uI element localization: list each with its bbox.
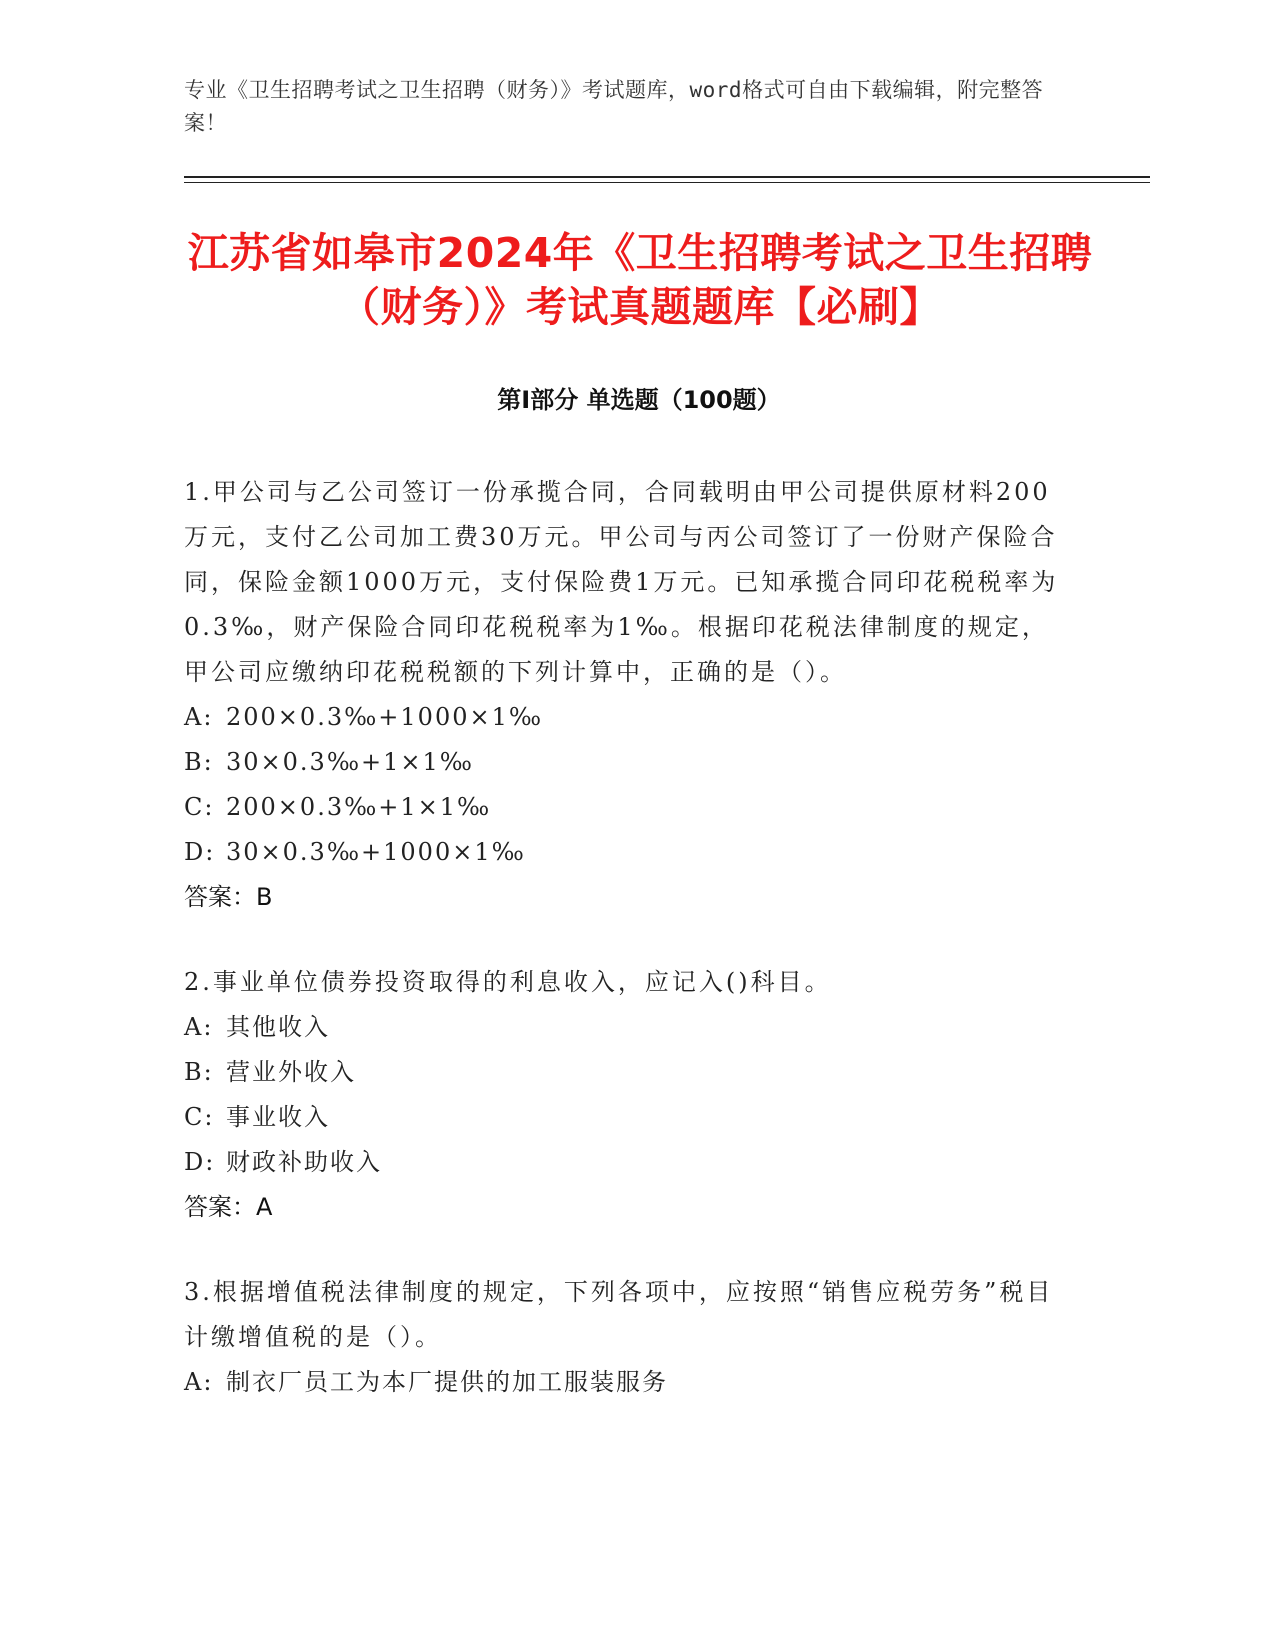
option-b xyxy=(184,740,1064,785)
option-letter: A: xyxy=(184,1013,214,1041)
question-stem: 2.事业单位债券投资取得的利息收入，应记入()科目。 xyxy=(184,968,832,996)
option-text: 事业收入 xyxy=(226,1103,330,1131)
option-a xyxy=(184,1005,1064,1050)
option-a xyxy=(184,695,1064,740)
option-letter: D: xyxy=(184,838,216,866)
option-d xyxy=(184,830,1064,875)
header-divider-thin xyxy=(184,182,1150,183)
option-letter: B: xyxy=(184,748,214,776)
option-letter: A: xyxy=(184,1368,214,1396)
option-letter: C: xyxy=(184,1103,215,1131)
question-1 xyxy=(184,470,1064,920)
document-title: 江苏省如皋市2024年《卫生招聘考试之卫生招聘（财务）》考试真题题库【必刷】 xyxy=(187,229,1093,331)
option-letter: D: xyxy=(184,1148,216,1176)
option-text: 制衣厂员工为本厂提供的加工服装服务 xyxy=(226,1368,668,1396)
question-2 xyxy=(184,960,1064,1230)
answer: 答案：A xyxy=(184,1193,273,1221)
option-letter: C: xyxy=(184,793,215,821)
header-note: 专业《卫生招聘考试之卫生招聘（财务）》考试题库，word格式可自由下载编辑，附完整答案！ xyxy=(184,78,1044,135)
section-heading: 第Ⅰ部分 单选题（100题） xyxy=(497,386,781,414)
answer: 答案：B xyxy=(184,883,273,911)
option-letter: B: xyxy=(184,1058,214,1086)
option-text: 营业外收入 xyxy=(226,1058,356,1086)
option-text: 200×0.3‰+1×1‰ xyxy=(226,793,492,821)
option-text: 其他收入 xyxy=(226,1013,330,1041)
option-letter: A: xyxy=(184,703,214,731)
option-text: 财政补助收入 xyxy=(226,1148,382,1176)
question-stem: 1.甲公司与乙公司签订一份承揽合同，合同载明由甲公司提供原材料200万元，支付乙公司加工费30万元。甲公司与丙公司签订了一份财产保险合同，保险金额1000万元，支付保险费1万元。已知承揽合同印花税税率为0.3‰，财产保险合同印花税税率为1‰。根据印花税法律制度的规定，甲公司应缴纳印花税税额的下列计算中，正确的是（）。 xyxy=(184,478,1059,686)
option-d xyxy=(184,1140,1064,1185)
question-3 xyxy=(184,1270,1064,1405)
option-b xyxy=(184,1050,1064,1095)
option-c xyxy=(184,1095,1064,1140)
option-text: 200×0.3‰+1000×1‰ xyxy=(226,703,544,731)
header-divider-thick xyxy=(184,176,1150,178)
option-text: 30×0.3‰+1000×1‰ xyxy=(226,838,526,866)
question-list xyxy=(184,470,1064,1445)
question-stem: 3.根据增值税法律制度的规定，下列各项中，应按照“销售应税劳务”税目计缴增值税的是（）。 xyxy=(184,1278,1054,1351)
option-text: 30×0.3‰+1×1‰ xyxy=(226,748,474,776)
option-a xyxy=(184,1360,1064,1405)
option-c xyxy=(184,785,1064,830)
